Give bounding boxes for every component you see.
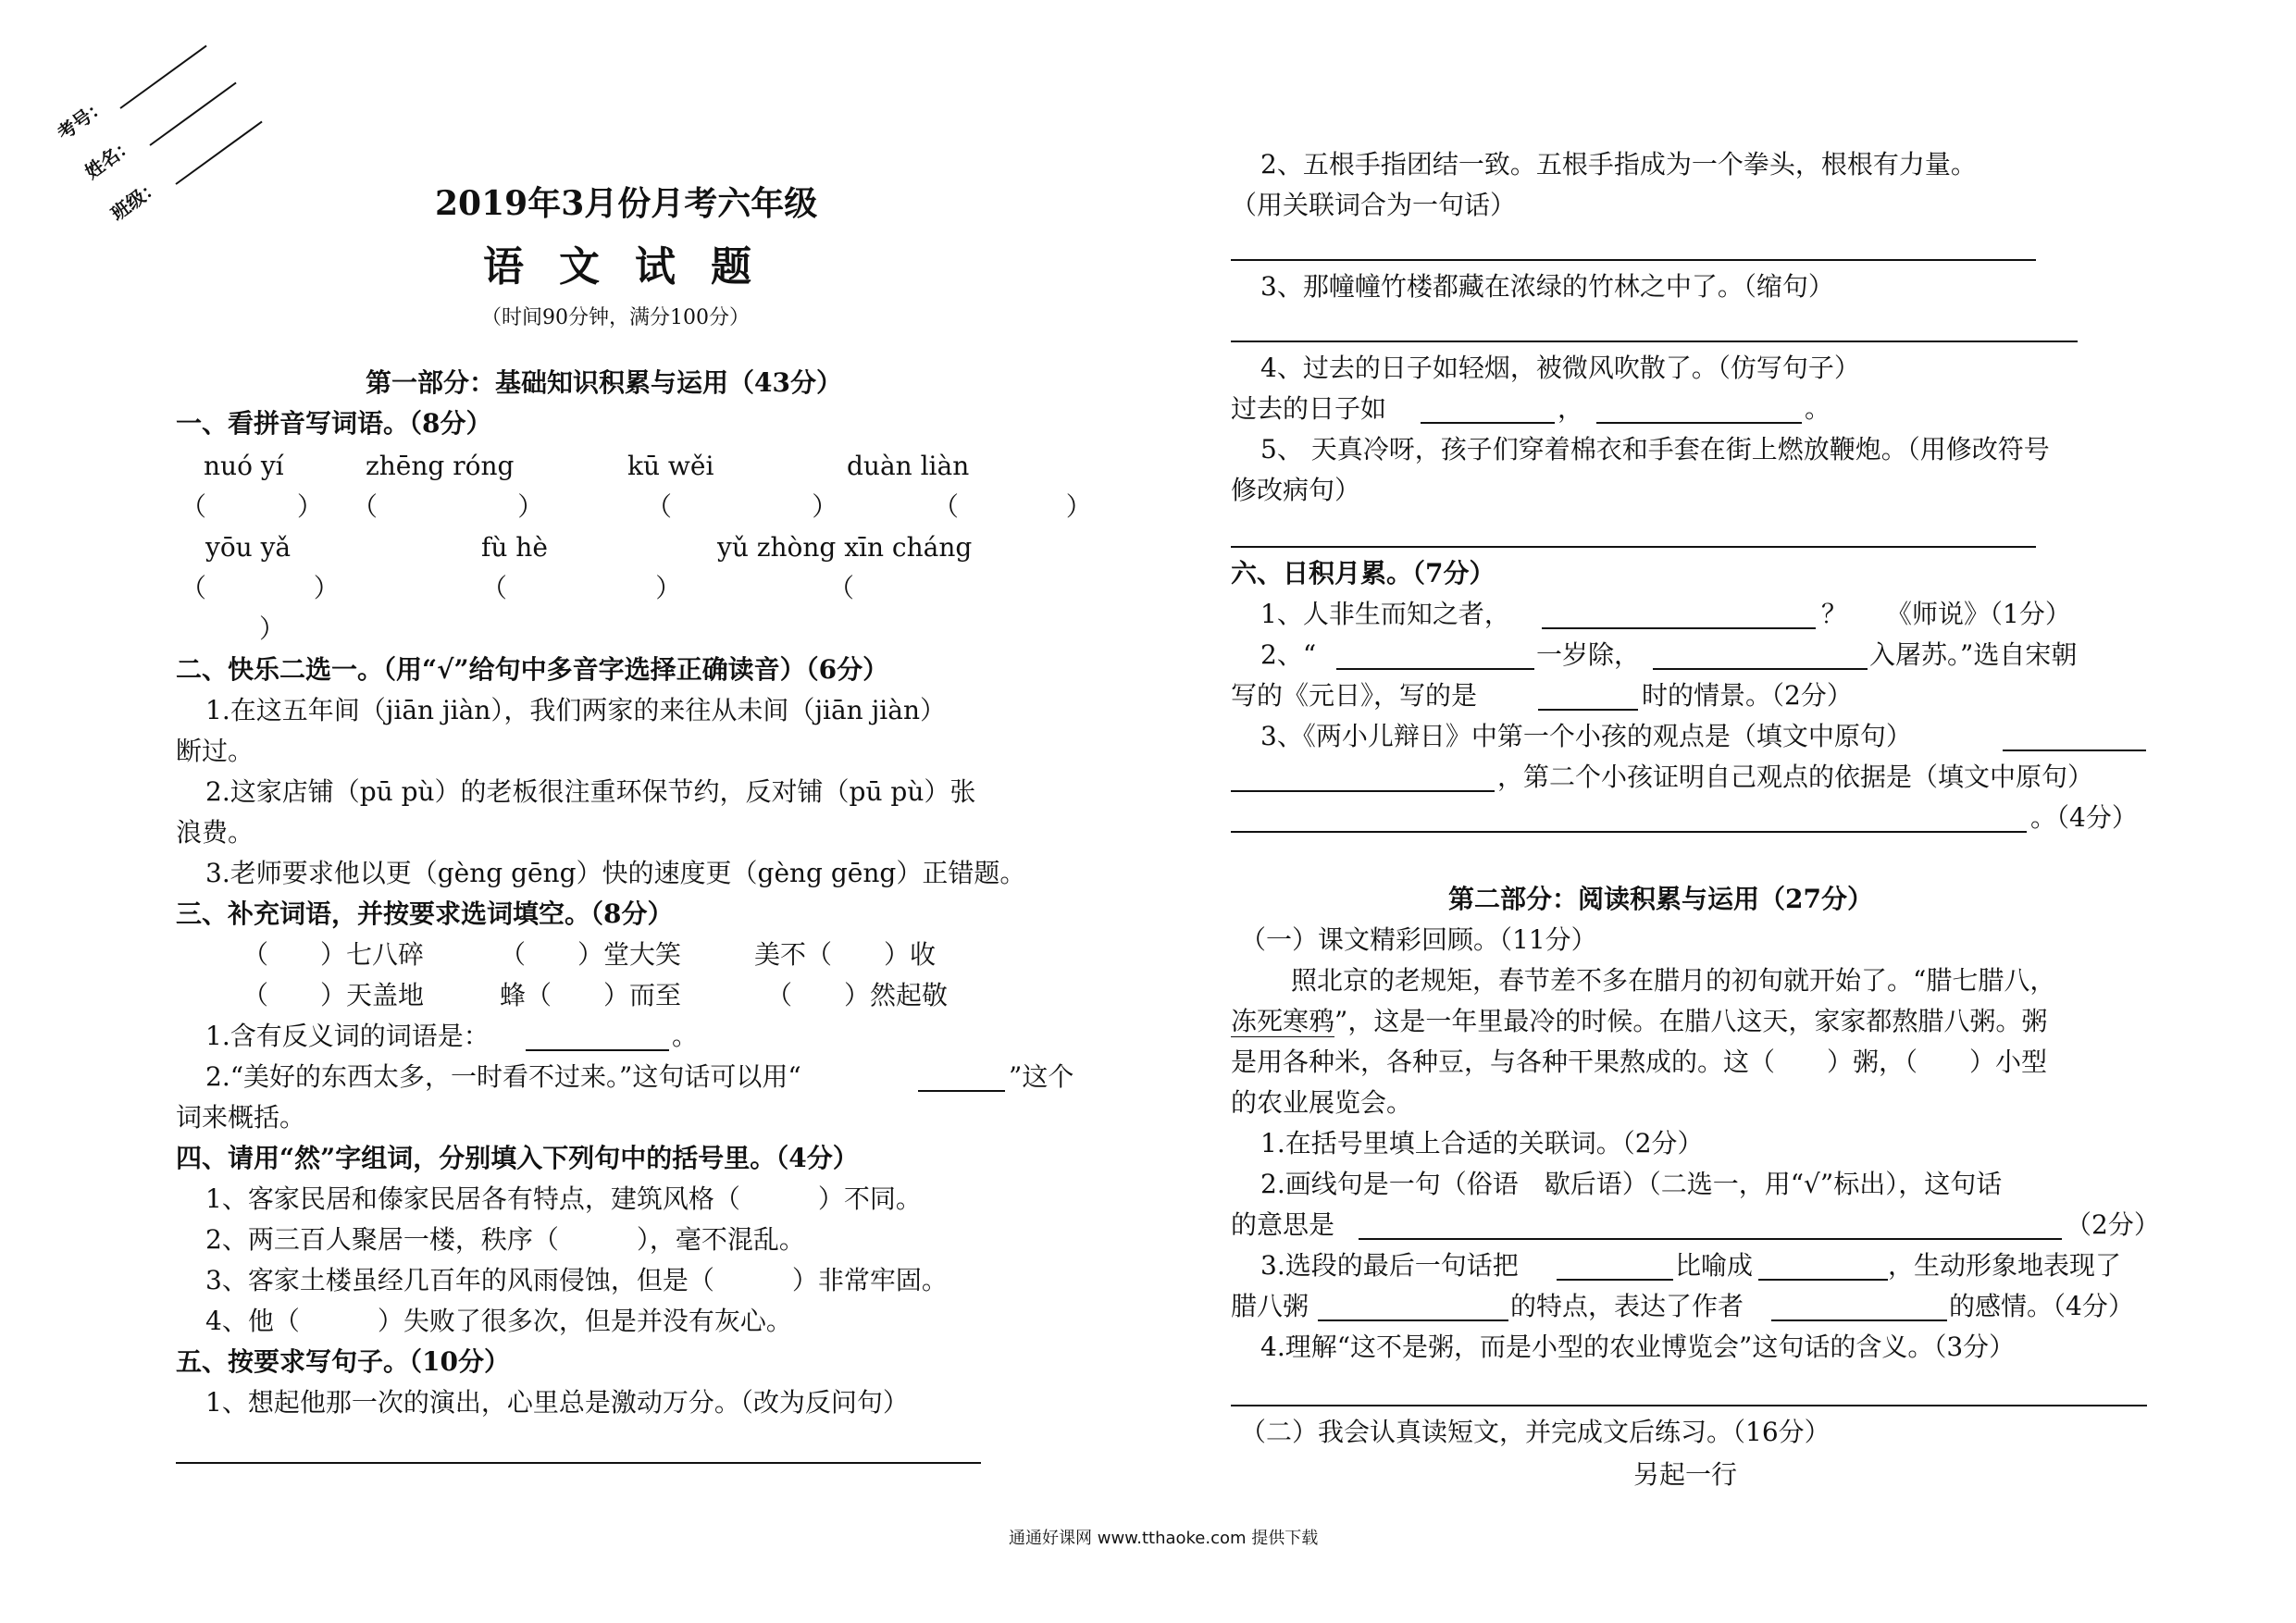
s6-q2a: 2、“: [1260, 639, 1317, 670]
s5-q5a: 5、 天真冷呀，孩子们穿着棉衣和手套在街上燃放鞭炮。（用修改符号: [1260, 434, 2050, 465]
s4-q4: 4、他（ ）失败了很多次，但是并没有灰心。: [205, 1306, 792, 1336]
underlined-phrase: 冻死寒鸦: [1231, 1006, 1335, 1036]
period-1: 。: [672, 1021, 699, 1051]
pinyin-3: kū wěi: [627, 451, 714, 481]
passage-line-3: 是用各种米，各种豆，与各种干果熬成的。这（ ）粥，（ ）小型: [1231, 1047, 2048, 1077]
p2-q3c: ，生动形象地表现了: [1888, 1250, 2122, 1281]
s5-q5b: 修改病句）: [1231, 475, 1361, 505]
class-line[interactable]: [175, 121, 262, 185]
s2-q3: 3.老师要求他以更（gèng gēng）快的速度更（gèng gēng）正错题。: [205, 858, 1026, 888]
s3-q1: 1.含有反义词的词语是：: [205, 1021, 490, 1051]
s2-q2a: 2.这家店铺（pū pù）的老板很注重环保节约，反对铺（pū pù）张: [205, 776, 976, 807]
s6-q1a: 1、人非生而知之者，: [1260, 599, 1510, 629]
s6-q3a: 3、《两小儿辩日》中第一个小孩的观点是（填文中原句）: [1260, 721, 1912, 751]
s2-q2b: 浪费。: [176, 817, 254, 848]
name-label: 姓名：: [81, 132, 139, 184]
class-label: 班级：: [106, 174, 165, 226]
s3-q2a: 2.“美好的东西太多，一时看不过来。”这句话可以用“: [205, 1061, 801, 1092]
s6-q2-blank-3[interactable]: [1538, 709, 1638, 711]
s4-q3: 3、客家土楼虽经几百年的风雨侵蚀，但是（ ）非常牢固。: [205, 1265, 948, 1295]
s2-heading: 二、快乐二选一。（用“√”给句中多音字选择正确读音）（6分）: [176, 654, 889, 685]
s3-heading: 三、补充词语，并按要求选词填空。（8分）: [176, 898, 674, 929]
name-line[interactable]: [149, 82, 236, 146]
answer-bracket-4[interactable]: （ ）: [933, 491, 1092, 522]
idiom-3: 美不（ ）收: [754, 939, 937, 970]
s6-q2-blank-2[interactable]: [1653, 668, 1868, 670]
passage-line-2: [1231, 1001, 2047, 1042]
answer-bracket-6[interactable]: （ ）: [481, 573, 682, 603]
idiom-1: （ ）七八碎: [242, 939, 425, 970]
p2-q3e: 的特点，表达了作者: [1510, 1291, 1744, 1321]
s6-q2d: 写的《元日》，写的是: [1231, 680, 1478, 711]
s6-q1b: ？ 《师说》（1分）: [1821, 599, 2071, 629]
s5-q1-answer-line[interactable]: [176, 1462, 981, 1464]
s5-q2-answer-line[interactable]: [1231, 259, 2036, 261]
p2-q3-blank-2[interactable]: [1758, 1279, 1888, 1281]
s4-heading: 四、请用“然”字组词，分别填入下列句中的括号里。（4分）: [176, 1143, 859, 1173]
p2-q3f: 的感情。（4分）: [1949, 1291, 2134, 1321]
p2-q3-blank-4[interactable]: [1771, 1319, 1947, 1321]
s3-q2-blank[interactable]: [918, 1090, 1005, 1092]
answer-bracket-3[interactable]: （ ）: [646, 491, 838, 522]
s4-q1: 1、客家民居和傣家民居各有特点，建筑风格（ ）不同。: [205, 1183, 922, 1214]
s3-q1-blank[interactable]: [526, 1049, 669, 1051]
next-page-note: 另起一行: [1633, 1459, 1738, 1490]
s5-q4-blank-2[interactable]: [1596, 422, 1802, 424]
p2-q3a: 3.选段的最后一句话把: [1260, 1250, 1519, 1281]
s6-q2-blank-1[interactable]: [1336, 668, 1534, 670]
p2-q2b: 的意思是: [1231, 1209, 1335, 1240]
answer-bracket-7-close: ）: [259, 613, 286, 644]
s6-q3-blank-2[interactable]: [1231, 790, 1495, 792]
s6-q2c: 入屠苏。”选自宋朝: [1869, 639, 2078, 670]
s5-q4-blank-1[interactable]: [1421, 422, 1555, 424]
subject-title: 语文试题: [483, 243, 787, 291]
s4-q2: 2、两三百人聚居一楼，秩序（ ），毫不混乱。: [205, 1224, 805, 1255]
p2-q4: 4.理解“这不是粥，而是小型的农业博览会”这句话的含义。（3分）: [1260, 1332, 2016, 1362]
s1-heading: 一、看拼音写词语。（8分）: [176, 408, 492, 439]
part2-sub1: （一）课文精彩回顾。（11分）: [1240, 924, 1597, 955]
s5-q3: 3、那幢幢竹楼都藏在浓绿的竹林之中了。（缩句）: [1260, 271, 1834, 302]
part2-heading: 第二部分：阅读积累与运用（27分）: [1448, 884, 1873, 914]
s5-q3-answer-line[interactable]: [1231, 341, 2078, 342]
comma-1: ，: [1558, 393, 1584, 424]
p2-q1: 1.在括号里填上合适的关联词。（2分）: [1260, 1128, 1704, 1158]
s6-heading: 六、日积月累。（7分）: [1231, 558, 1496, 588]
s6-q3b: ，第二个小孩证明自己观点的依据是（填文中原句）: [1497, 762, 2094, 792]
p2-q4-answer-line[interactable]: [1231, 1405, 2147, 1406]
s6-q3c: 。（4分）: [2030, 802, 2138, 833]
idiom-6: （ ）然起敬: [766, 980, 949, 1010]
footer-text: 通通好课网 www.tthaoke.com 提供下载: [1009, 1529, 1319, 1548]
s3-q2b: ”这个: [1009, 1061, 1074, 1092]
idiom-5: 蜂（ ）而至: [500, 980, 682, 1010]
s5-q2b: （用关联词合为一句话）: [1231, 190, 1517, 220]
p2-q2a: 2.画线句是一句（俗语 歇后语）（二选一，用“√”标出），这句话: [1260, 1169, 2003, 1199]
idiom-2: （ ）堂大笑: [500, 939, 682, 970]
s2-q1b: 断过。: [176, 736, 254, 766]
answer-bracket-5[interactable]: （ ）: [180, 573, 340, 603]
s5-q1: 1、想起他那一次的演出，心里总是激动万分。（改为反问句）: [205, 1387, 909, 1418]
s5-q4: 4、过去的日子如轻烟，被微风吹散了。（仿写句子）: [1260, 353, 1860, 383]
p2-q3b: 比喻成: [1675, 1250, 1754, 1281]
answer-bracket-1[interactable]: （ ）: [180, 491, 323, 522]
p2-q3d: 腊八粥: [1231, 1291, 1309, 1321]
answer-bracket-7[interactable]: （: [828, 573, 855, 603]
exam-number-line[interactable]: [119, 45, 206, 109]
p2-q2c: （2分）: [2066, 1209, 2160, 1240]
exam-title: 2019年3月份月考六年级: [435, 184, 818, 223]
s3-q2c: 词来概括。: [176, 1102, 306, 1133]
pinyin-7: yǔ zhòng xīn cháng: [717, 532, 973, 563]
s2-q1a: 1.在这五年间（jiān jiàn），我们两家的来往从未间（jiān jiàn）: [205, 695, 946, 725]
answer-bracket-2[interactable]: （ ）: [352, 491, 544, 522]
pinyin-1: nuó yí: [204, 451, 284, 481]
p2-q2-blank[interactable]: [1359, 1238, 2062, 1240]
student-info-area: [46, 19, 287, 226]
s6-q2b: 一岁除，: [1536, 639, 1641, 670]
s5-q2a: 2、五根手指团结一致。五根手指成为一个拳头，根根有力量。: [1260, 149, 1977, 180]
exam-number-label: 考号：: [53, 93, 111, 145]
part1-heading: 第一部分：基础知识积累与运用（43分）: [366, 367, 842, 398]
pinyin-5: yōu yǎ: [205, 532, 292, 563]
s6-q1-blank[interactable]: [1542, 627, 1816, 629]
p2-q3-blank-1[interactable]: [1557, 1279, 1673, 1281]
passage-line-2-rest: ”，这是一年里最冷的时候。在腊八这天，家家都熬腊八粥。粥: [1334, 1006, 2048, 1036]
exam-note: （时间90分钟，满分100分）: [481, 306, 750, 329]
s5-q4b: 过去的日子如: [1231, 393, 1387, 424]
pinyin-2: zhēng róng: [366, 451, 515, 481]
s5-heading: 五、按要求写句子。（10分）: [176, 1346, 510, 1377]
idiom-4: （ ）天盖地: [242, 980, 425, 1010]
part2-sub2: （二）我会认真读短文，并完成文后练习。（16分）: [1240, 1417, 1831, 1447]
s5-q5-answer-line[interactable]: [1231, 546, 2036, 548]
period-2: 。: [1805, 393, 1831, 424]
passage-line-4: 的农业展览会。: [1231, 1087, 1413, 1118]
p2-q3-blank-3[interactable]: [1318, 1319, 1508, 1321]
pinyin-6: fù hè: [481, 532, 548, 563]
s6-q3-blank-1[interactable]: [2003, 750, 2146, 751]
passage-line-1: 照北京的老规矩，春节差不多在腊月的初旬就开始了。“腊七腊八，: [1291, 965, 2056, 996]
s6-q3-blank-3[interactable]: [1231, 831, 2027, 833]
s6-q2e: 时的情景。（2分）: [1642, 680, 1853, 711]
pinyin-4: duàn liàn: [847, 451, 970, 481]
